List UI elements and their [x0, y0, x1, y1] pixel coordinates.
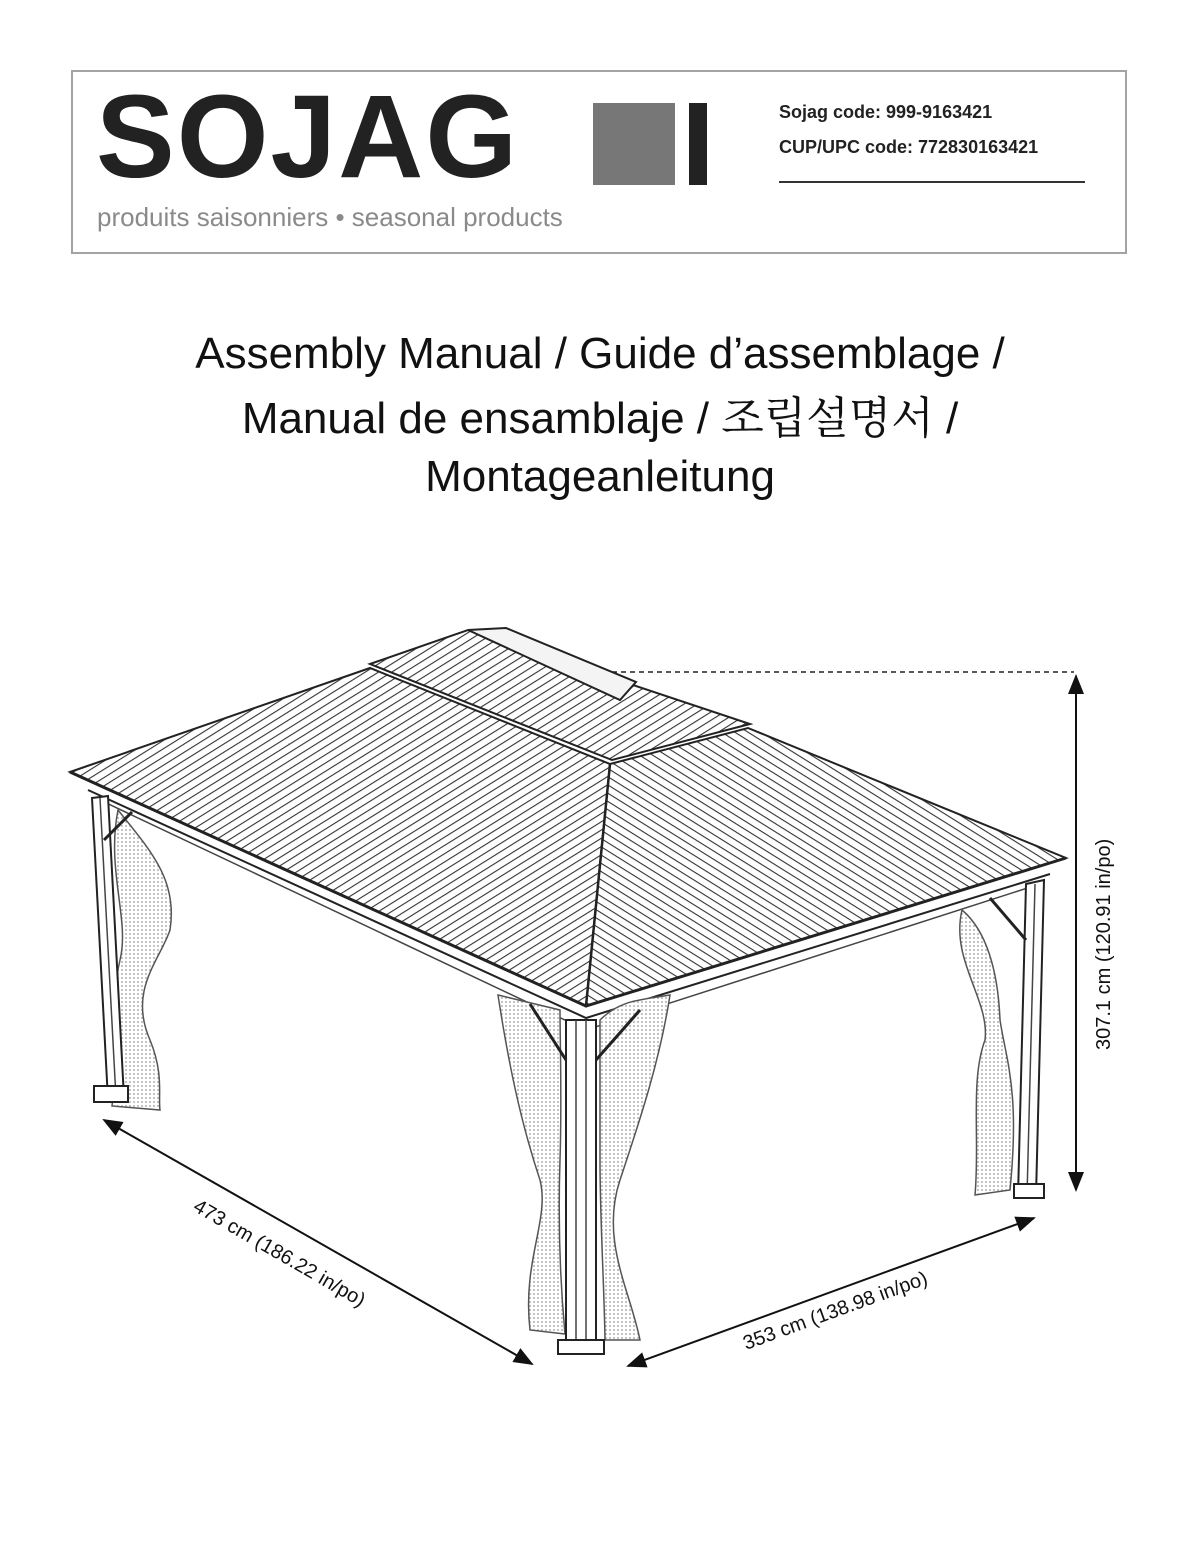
curtain-front-left: [498, 995, 565, 1334]
title-line-3: Montageanleitung: [425, 452, 775, 501]
sojag-code: Sojag code: 999-9163421: [779, 102, 993, 122]
curtain-right: [960, 910, 1014, 1195]
roof: [70, 628, 1066, 1030]
gazebo-drawing: [0, 580, 1200, 1380]
width-label: 353 cm (138.98 in/po): [740, 1267, 931, 1355]
title-line-2: Manual de ensamblaje / 조립설명서 /: [241, 394, 959, 443]
curtain-front-right: [600, 995, 670, 1340]
logo-bar-icon: [689, 103, 707, 185]
brand-tagline: produits saisonniers • seasonal products: [97, 202, 563, 232]
width-dimension-arrow: [628, 1218, 1034, 1366]
brand-logo: SOJAG: [96, 71, 520, 203]
post-front: [566, 1020, 596, 1348]
roof-front-right-panel: [586, 728, 1066, 1006]
length-label: 473 cm (186.22 in/po): [189, 1195, 369, 1312]
title-line-1: Assembly Manual / Guide d’assemblage /: [195, 329, 1005, 378]
upc-code: CUP/UPC code: 772830163421: [779, 137, 1039, 157]
logo-square-icon: [593, 103, 675, 185]
code-divider: [779, 181, 1085, 183]
height-label: 307.1 cm (120.91 in/po): [1093, 838, 1115, 1050]
length-dimension-arrow: [104, 1120, 532, 1364]
